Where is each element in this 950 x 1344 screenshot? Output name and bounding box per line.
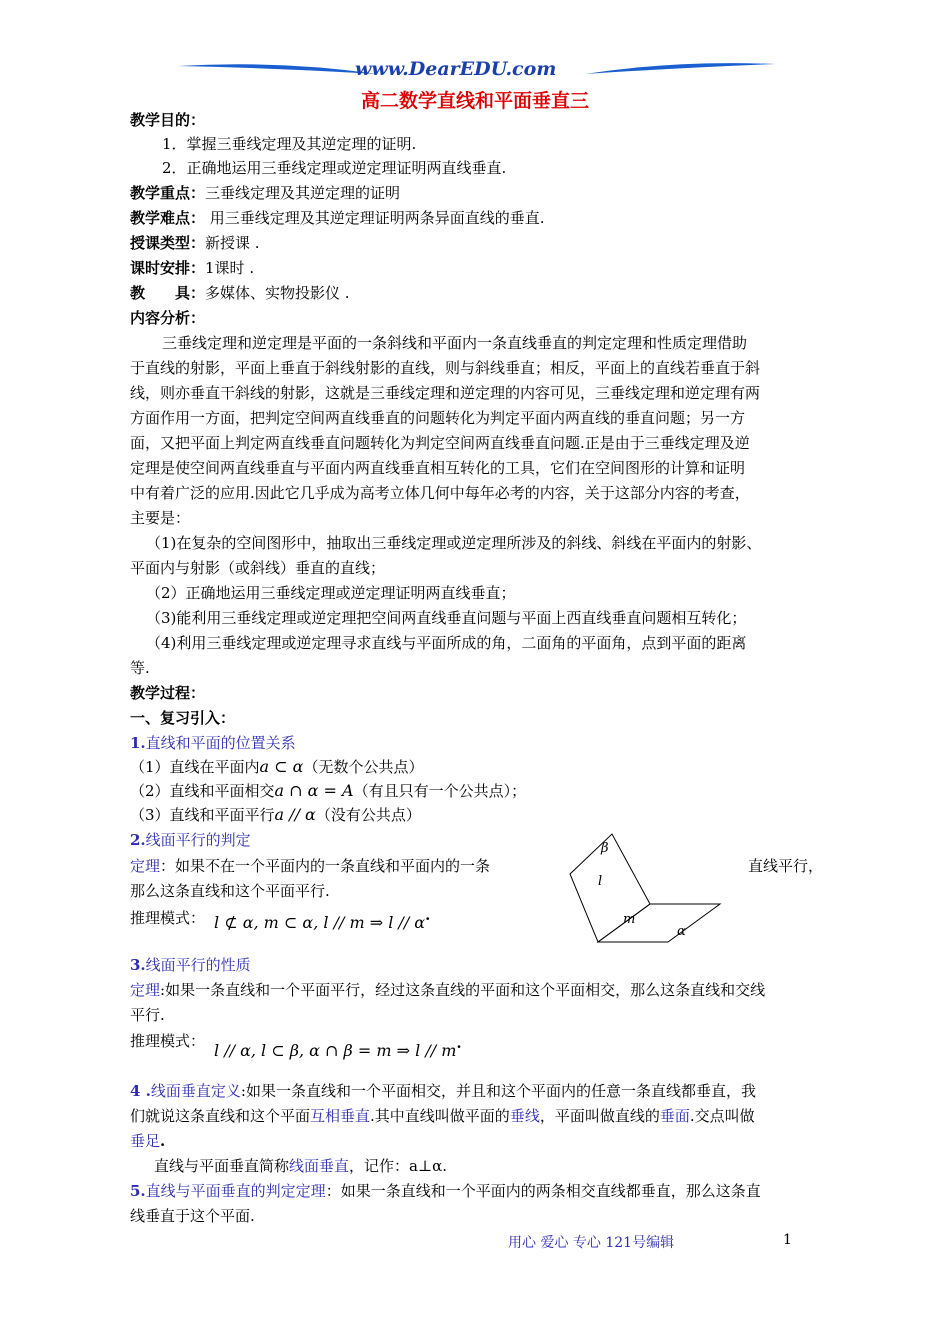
s2-def-tail: 直线平行， — [748, 857, 824, 875]
s3-mode-dot: . — [456, 1034, 462, 1052]
s4-line-4a: 直线与平面垂直简称 — [154, 1157, 290, 1175]
lesson-type-text: 新授课 . — [205, 234, 260, 252]
schedule-label: 课时安排： — [130, 259, 206, 277]
plane-beta — [570, 834, 650, 942]
analysis-point: 平面内与射影（或斜线）垂直的直线； — [130, 559, 386, 577]
s1-row-1 — [130, 757, 423, 777]
term-perpendicular-line: 垂线 — [509, 1107, 540, 1125]
label-l: l — [598, 874, 603, 889]
s2-def-text: ：如果不在一个平面内的一条直线和平面内的一条 — [160, 857, 491, 875]
s3-def-label: 定理 — [130, 981, 161, 999]
label-alpha: α — [677, 924, 686, 939]
term-perpendicular-plane: 垂面 — [659, 1107, 690, 1125]
page-number: 1 — [783, 1232, 792, 1248]
s2-mode-dot: . — [425, 906, 431, 924]
term-foot: 垂足 — [130, 1132, 161, 1150]
lesson-type-row — [130, 233, 260, 253]
label-m: m — [623, 912, 636, 927]
s1-r3-post: （没有公共点） — [315, 806, 421, 824]
s2-heading-text: 线面平行的判定 — [145, 831, 251, 849]
s5-text-2: 线垂直于这个平面. — [130, 1207, 255, 1225]
schedule-text: 1课时 . — [205, 259, 255, 277]
s1-r2-pre: （2）直线和平面相交 — [130, 782, 275, 800]
schedule-row — [130, 258, 254, 278]
difficulty-row — [130, 208, 545, 228]
s1-r1-pre: （1）直线在平面内 — [130, 758, 260, 776]
analysis-point: （2）正确地运用三垂线定理或逆定理证明两直线垂直； — [146, 584, 516, 602]
term-line-plane-perpendicular: 线面垂直 — [289, 1157, 350, 1175]
header-swoosh-left — [178, 62, 378, 78]
s1-row-3 — [130, 805, 421, 825]
plane-alpha — [598, 904, 720, 942]
s1-heading-num: 1. — [130, 734, 146, 752]
s1-heading-text: 直线和平面的位置关系 — [145, 734, 296, 752]
s5-line-1 — [130, 1181, 761, 1201]
label-beta: β — [601, 841, 609, 856]
s4-line-4c: ，记作：a⊥α. — [349, 1157, 447, 1175]
s3-def-text: :如果一条直线和一个平面平行，经过这条直线的平面和这个平面相交，那么这条直线和交线 — [160, 981, 766, 999]
analysis-line: 于直线的射影，平面上垂直于斜线射影的直线，则与斜线垂直；相反，平面上的直线若垂直于斜 — [130, 359, 761, 377]
s5-text-1: ：如果一条直线和一个平面内的两条相交直线都垂直，那么这条直 — [325, 1182, 761, 1200]
s3-def-line2: 平行. — [130, 1006, 165, 1024]
s2-mode-formula — [214, 906, 431, 933]
analysis-line: 中有着广泛的应用.因此它几乎成为高考立体几何中每年必考的内容，关于这部分内容的考查， — [130, 484, 750, 502]
goal-item-2: 2．正确地运用三垂线定理或逆定理证明两直线垂直. — [162, 159, 507, 177]
difficulty-text: 用三垂线定理及其逆定理证明两条异面直线的垂直. — [205, 209, 545, 227]
s4-line-1 — [130, 1081, 756, 1101]
lesson-type-label: 授课类型： — [130, 234, 206, 252]
header-swoosh-right — [585, 62, 775, 78]
footer-slogan: 用心 爱心 专心 121号编辑 — [508, 1235, 675, 1251]
s3-heading-text: 线面平行的性质 — [145, 956, 251, 974]
goals-label: 教学目的： — [130, 111, 206, 129]
s2-def-line2: 那么这条直线和这个平面平行. — [130, 882, 330, 900]
s4-heading-num: 4 . — [130, 1082, 151, 1100]
s4-text-2g: .交点叫做 — [689, 1107, 755, 1125]
key-point-row — [130, 183, 400, 203]
s2-mode-label: 推理模式： — [130, 909, 206, 927]
s3-heading — [130, 955, 251, 975]
s4-text-2e: ，平面叫做直线的 — [539, 1107, 660, 1125]
s2-def-row — [130, 856, 490, 876]
s4-line-3 — [130, 1131, 165, 1151]
s1-heading — [130, 733, 296, 753]
difficulty-label: 教学难点： — [130, 209, 206, 227]
s3-mode-label: 推理模式： — [130, 1032, 206, 1050]
analysis-label: 内容分析： — [130, 309, 206, 327]
s2-def-label: 定理 — [130, 857, 161, 875]
s5-heading-num: 5. — [130, 1182, 146, 1200]
term-mutually-perpendicular: 互相垂直 — [310, 1107, 371, 1125]
s1-r1-math: a ⊂ α — [259, 757, 304, 776]
s3-mode-math: l // α, l ⊂ β, α ∩ β = m ⇒ l // m — [214, 1041, 457, 1060]
s2-heading-num: 2. — [130, 831, 146, 849]
page-title: 高二数学直线和平面垂直三 — [360, 90, 589, 112]
s4-line-4 — [154, 1156, 447, 1176]
s3-heading-num: 3. — [130, 956, 146, 974]
s4-text-2a: 们就说这条直线和这个平面 — [130, 1107, 311, 1125]
s1-r2-math: a ∩ α = A — [274, 781, 354, 800]
s4-heading-text: 线面垂直定义 — [150, 1082, 241, 1100]
s1-r3-math: a // α — [274, 805, 316, 824]
analysis-line: 三垂线定理和逆定理是平面的一条斜线和平面内一条直线垂直的判定定理和性质定理借助 — [162, 334, 748, 352]
s3-def-row — [130, 980, 765, 1000]
s2-mode-math: l ⊄ α, m ⊂ α, l // m ⇒ l // α — [214, 913, 426, 932]
process-label: 教学过程： — [130, 684, 206, 702]
s5-heading-text: 直线与平面垂直的判定定理 — [145, 1182, 326, 1200]
analysis-line: 线，则亦垂直干斜线的射影，这就是三垂线定理和逆定理的内容可见，三垂线定理和逆定理有两 — [130, 384, 761, 402]
tools-text: 多媒体、实物投影仪 . — [205, 284, 350, 302]
site-logo[interactable]: www.DearEDU.com — [355, 58, 557, 80]
analysis-point: 等. — [130, 659, 150, 677]
key-point-text: 三垂线定理及其逆定理的证明 — [205, 184, 401, 202]
analysis-line: 面，又把平面上判定两直线垂直问题转化为判定空间两直线垂直问题.正是由于三垂线定理及逆 — [130, 434, 750, 452]
s3-mode-formula — [214, 1034, 462, 1061]
s4-text-2c: .其中直线叫做平面的 — [370, 1107, 510, 1125]
analysis-point: （4)利用三垂线定理或逆定理寻求直线与平面所成的角，二面角的平面角，点到平面的距离 — [146, 634, 747, 652]
tools-label: 教 具： — [130, 284, 206, 302]
s4-line-2 — [130, 1106, 755, 1126]
s1-r2-post: （有且只有一个公共点）； — [353, 782, 527, 800]
s1-r1-post: （无数个公共点） — [303, 758, 424, 776]
two-planes-figure — [562, 828, 732, 948]
tools-row — [130, 283, 350, 303]
analysis-line: 方面作用一方面，把判定空间两直线垂直的问题转化为判定平面内两直线的垂直问题；另一方 — [130, 409, 746, 427]
s4-text-3b: . — [160, 1132, 166, 1150]
analysis-point: （3)能利用三垂线定理或逆定理把空间两直线垂直问题与平面上西直线垂直问题相互转化； — [146, 609, 747, 627]
analysis-point: （1)在复杂的空间图形中，抽取出三垂线定理或逆定理所涉及的斜线、斜线在平面内的射影、 — [146, 534, 762, 552]
s4-text-1: :如果一条直线和一个平面相交，并且和这个平面内的任意一条直线都垂直，我 — [240, 1082, 756, 1100]
goal-item-1: 1．掌握三垂线定理及其逆定理的证明. — [162, 135, 417, 153]
analysis-line: 主要是： — [130, 509, 191, 527]
analysis-line: 定理是使空间两直线垂直与平面内两直线垂直相互转化的工具，它们在空间图形的计算和证明 — [130, 459, 746, 477]
s1-r3-pre: （3）直线和平面平行 — [130, 806, 275, 824]
key-point-label: 教学重点： — [130, 184, 206, 202]
section-1-heading: 一、复习引入： — [130, 709, 236, 727]
s2-heading — [130, 830, 251, 850]
s1-row-2 — [130, 781, 526, 801]
